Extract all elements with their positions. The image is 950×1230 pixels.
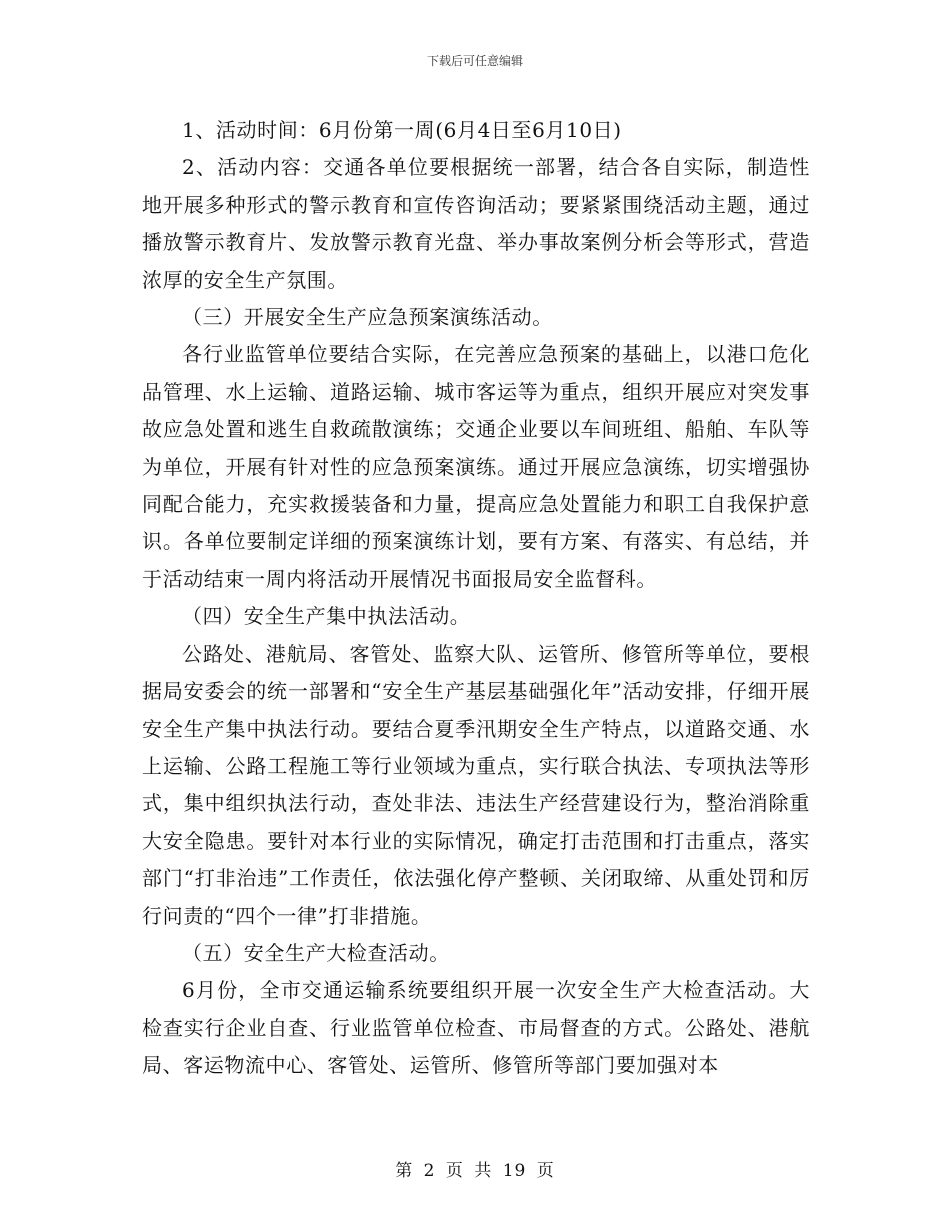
section-heading-5: （五）安全生产大检查活动。 — [182, 940, 450, 965]
paragraph-activity-time: 1、活动时间：6月份第一周(6月4日至6月10日) — [182, 118, 622, 142]
document-body — [142, 112, 810, 1085]
section-heading-4: （四）安全生产集中执法活动。 — [182, 604, 471, 629]
section-heading-3: （三）开展安全生产应急预案演练活动。 — [182, 305, 553, 330]
paragraph-activity-content: 2、活动内容：交通各单位要根据统一部署，结合各自实际，制造性地开展多种形式的警示教育和宣传咨询活动；要紧紧围绕活动主题，通过播放警示教育片、发放警示教育光盘、举办事故案例分析会等形式，营造浓厚的安全生产氛围。 — [142, 155, 810, 292]
paragraph-enforcement: 公路处、港航局、客管处、监察大队、运管所、修管所等单位，要根据局安委会的统一部署和“安全生产基层基础强化年”活动安排，仔细开展安全生产集中执法行动。要结合夏季汛期安全生产特点，以道路交通、水上运输、公路工程施工等行业领域为重点，实行联合执法、专项执法等形式，集中组织执法行动，查处非法、违法生产经营建设行为，整治消除重大安全隐患。要针对本行业的实际情况，确定打击范围和打击重点，落实部门“打非治违”工作责任，依法强化停产整顿、关闭取缔、从重处罚和厉行问责的“四个一律”打非措施。 — [142, 641, 810, 928]
paragraph-emergency-drill: 各行业监管单位要结合实际，在完善应急预案的基础上，以港口危化品管理、水上运输、道路运输、城市客运等为重点，组织开展应对突发事故应急处置和逃生自救疏散演练；交通企业要以车间班组、船舶、车队等为单位，开展有针对性的应急预案演练。通过开展应急演练，切实增强协同配合能力，充实救援装备和力量，提高应急处置能力和职工自我保护意识。各单位要制定详细的预案演练计划，要有方案、有落实、有总结，并于活动结束一周内将活动开展情况书面报局安全监督科。 — [142, 342, 810, 591]
page-header: 下载后可任意编辑 — [426, 54, 523, 68]
page-number-footer: 第 2 页 共 19 页 — [395, 1161, 555, 1181]
paragraph-inspection: 6月份，全市交通运输系统要组织开展一次安全生产大检查活动。大检查实行企业自查、行业监管单位检查、市局督查的方式。公路处、港航局、客运物流中心、客管处、运管所、修管所等部门要加强对本 — [142, 978, 810, 1078]
